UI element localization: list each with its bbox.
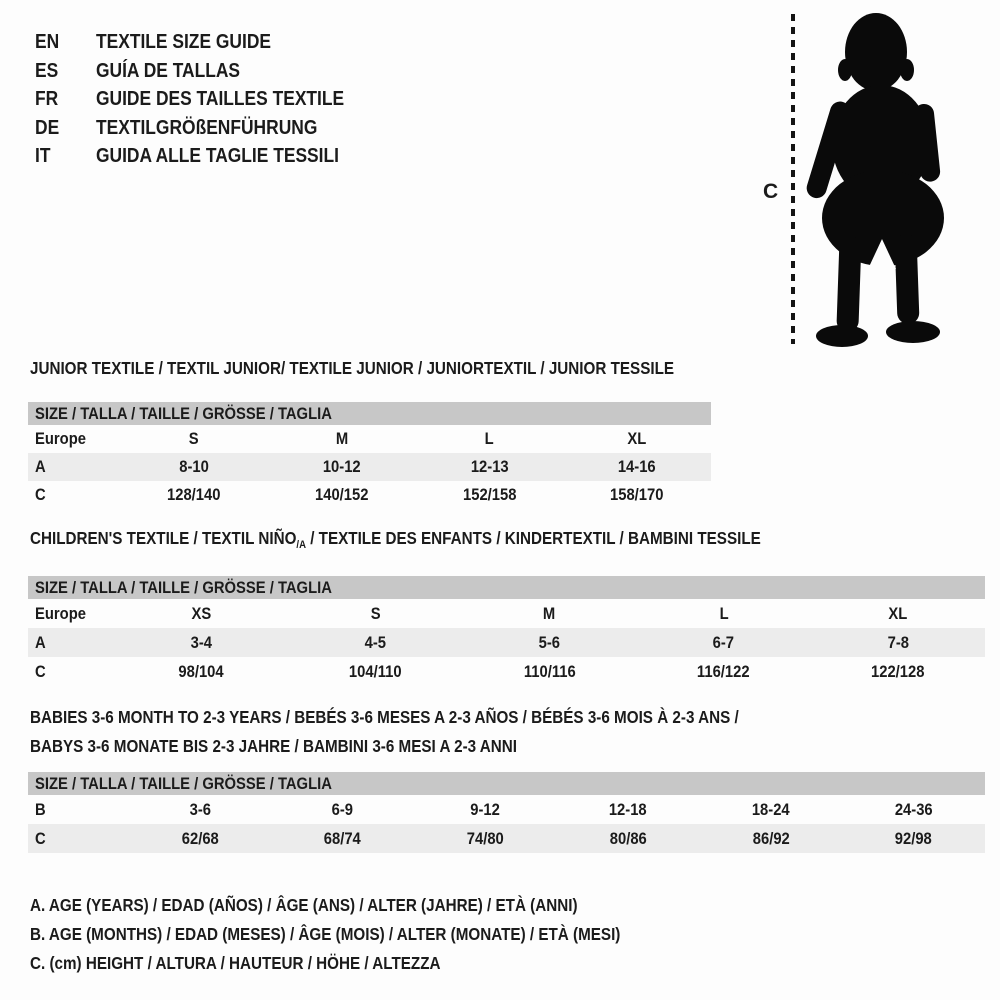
table-cell xyxy=(28,795,128,824)
table-row xyxy=(28,824,985,853)
cell-value: 158/170 xyxy=(610,485,664,504)
babies-size-table xyxy=(28,772,985,853)
cell-value: 10-12 xyxy=(322,457,361,476)
row-label: Europe xyxy=(35,429,86,448)
cell-value: L xyxy=(484,429,494,448)
table-cell xyxy=(637,657,811,686)
children-table-grid xyxy=(28,599,985,686)
cell-value: 104/110 xyxy=(349,661,402,681)
cell-value: 68/74 xyxy=(324,828,362,848)
babies-title-line2: BABYS 3-6 MONATE BIS 2-3 JAHRE / BAMBINI 3-6 MESI A 2-3 ANNI xyxy=(30,736,517,756)
language-code: ES xyxy=(35,59,59,82)
table-cell xyxy=(120,425,268,453)
language-row-es xyxy=(35,57,381,86)
note-line-a xyxy=(30,891,709,920)
height-figure xyxy=(755,0,1000,360)
babies-table-grid xyxy=(28,795,985,853)
note-line-b xyxy=(30,920,709,949)
table-cell xyxy=(128,824,271,853)
table-cell xyxy=(128,795,271,824)
height-label-c: C xyxy=(763,180,779,203)
table-cell xyxy=(288,628,462,657)
table-cell xyxy=(416,481,564,509)
table-cell xyxy=(416,425,564,453)
language-code: EN xyxy=(35,31,60,53)
table-cell xyxy=(271,824,414,853)
title-subscript: /A xyxy=(296,539,306,551)
table-cell xyxy=(699,824,842,853)
table-cell xyxy=(28,453,120,481)
table-cell xyxy=(699,795,842,824)
table-cell xyxy=(416,453,564,481)
language-title: GUÍA DE TALLAS xyxy=(96,59,241,82)
row-label: C xyxy=(35,485,46,504)
table-cell xyxy=(268,425,416,453)
cell-value: 12-18 xyxy=(609,799,648,819)
babies-section-title xyxy=(30,703,845,761)
row-label: A xyxy=(35,632,46,652)
table-cell xyxy=(811,628,985,657)
table-cell xyxy=(268,453,416,481)
babies-title-line1: BABIES 3-6 MONTH TO 2-3 YEARS / BEBÉS 3-6 MESES A 2-3 AÑOS / BÉBÉS 3-6 MOIS À 2-3 ANS / xyxy=(30,707,739,727)
language-row-it xyxy=(35,142,381,171)
cell-value: 140/152 xyxy=(314,485,369,504)
cell-value: 152/158 xyxy=(462,485,517,504)
language-title: TEXTILE SIZE GUIDE xyxy=(96,31,271,53)
cell-value: 98/104 xyxy=(178,661,224,681)
table-cell xyxy=(28,657,114,686)
cell-value: XS xyxy=(191,603,212,623)
cell-value: 4-5 xyxy=(364,632,387,652)
row-label: A xyxy=(35,457,46,476)
cell-value: 128/140 xyxy=(167,485,221,504)
size-header-bar xyxy=(28,402,711,425)
table-cell xyxy=(414,824,557,853)
cell-value: 116/122 xyxy=(697,661,751,681)
table-cell xyxy=(811,657,985,686)
table-cell xyxy=(842,824,985,853)
junior-table-grid xyxy=(28,425,711,509)
language-row-en xyxy=(35,28,381,57)
cell-value: 14-16 xyxy=(618,457,657,476)
language-row-fr xyxy=(35,85,381,114)
table-cell xyxy=(28,425,120,453)
table-row xyxy=(28,599,985,628)
table-cell xyxy=(842,795,985,824)
table-cell xyxy=(557,824,700,853)
cell-value: 6-9 xyxy=(331,799,354,819)
language-code: FR xyxy=(35,88,59,110)
children-size-table xyxy=(28,576,985,686)
size-header-label: SIZE / TALLA / TAILLE / GRÖSSE / TAGLIA xyxy=(35,577,332,597)
junior-section-title-text: JUNIOR TEXTILE / TEXTIL JUNIOR/ TEXTILE JUNIOR / JUNIORTEXTIL / JUNIOR TESSILE xyxy=(30,358,675,378)
table-row xyxy=(28,795,985,824)
size-header-bar xyxy=(28,772,985,795)
cell-value: M xyxy=(335,429,348,448)
table-row xyxy=(28,657,985,686)
table-cell xyxy=(414,795,557,824)
language-code: IT xyxy=(35,145,51,167)
row-label: C xyxy=(35,828,46,848)
table-row xyxy=(28,628,985,657)
note-line-c xyxy=(30,949,709,978)
cell-value: 122/128 xyxy=(871,661,925,681)
note-text: B. AGE (MONTHS) / EDAD (MESES) / ÂGE (MOIS) / ALTER (MONATE) / ETÀ (MESI) xyxy=(30,924,621,944)
table-cell xyxy=(563,481,711,509)
row-label: C xyxy=(35,661,46,681)
table-cell xyxy=(563,453,711,481)
junior-section-title xyxy=(30,359,770,377)
cell-value: L xyxy=(719,603,729,623)
table-cell xyxy=(114,628,288,657)
table-row xyxy=(28,425,711,453)
junior-size-table xyxy=(28,402,711,509)
table-cell xyxy=(28,481,120,509)
cell-value: 7-8 xyxy=(887,632,909,652)
row-label: Europe xyxy=(35,603,86,623)
cell-value: 80/86 xyxy=(609,828,647,848)
toddler-silhouette-icon xyxy=(800,6,960,351)
cell-value: 9-12 xyxy=(470,799,501,819)
cell-value: 86/92 xyxy=(752,828,790,848)
table-cell xyxy=(271,795,414,824)
size-header-label: SIZE / TALLA / TAILLE / GRÖSSE / TAGLIA xyxy=(35,403,332,423)
language-list xyxy=(35,28,381,171)
children-section-title-text: CHILDREN'S TEXTILE / TEXTIL $NIÑO_{/A}$ / TEXTILE DES ENFANTS / KINDERTEXTIL / BAMBINI TESSILE xyxy=(30,528,761,551)
table-cell xyxy=(563,425,711,453)
table-cell xyxy=(28,824,128,853)
size-header-bar xyxy=(28,576,985,599)
language-title: TEXTILGRÖßENFÜHRUNG xyxy=(96,116,318,139)
cell-value: S xyxy=(370,603,381,623)
cell-value: XL xyxy=(627,429,647,448)
table-cell xyxy=(120,481,268,509)
legend-notes xyxy=(30,891,709,978)
cell-value: S xyxy=(189,429,199,448)
table-cell xyxy=(288,657,462,686)
table-cell xyxy=(462,657,636,686)
cell-value: 110/116 xyxy=(523,661,576,681)
table-cell xyxy=(28,599,114,628)
children-section-title xyxy=(30,529,870,554)
row-label: B xyxy=(35,799,46,819)
cell-value: 3-6 xyxy=(189,799,211,819)
table-cell xyxy=(557,795,700,824)
cell-value: 18-24 xyxy=(751,799,790,819)
cell-value: 5-6 xyxy=(538,632,561,652)
table-cell xyxy=(114,599,288,628)
language-title: GUIDA ALLE TAGLIE TESSILI xyxy=(96,145,339,167)
note-text: C. (cm) HEIGHT / ALTURA / HAUTEUR / HÖHE / ALTEZZA xyxy=(30,953,441,973)
language-code: DE xyxy=(35,116,60,139)
table-cell xyxy=(120,453,268,481)
language-title: GUIDE DES TAILLES TEXTILE xyxy=(96,88,345,110)
table-cell xyxy=(637,599,811,628)
table-cell xyxy=(462,628,636,657)
table-cell xyxy=(637,628,811,657)
table-cell xyxy=(811,599,985,628)
table-cell xyxy=(114,657,288,686)
cell-value: 3-4 xyxy=(190,632,212,652)
cell-value: 12-13 xyxy=(470,457,509,476)
cell-value: XL xyxy=(888,603,908,623)
height-dotted-line-icon xyxy=(791,14,795,344)
size-header-label: SIZE / TALLA / TAILLE / GRÖSSE / TAGLIA xyxy=(35,773,332,793)
cell-value: M xyxy=(543,603,556,623)
note-text: A. AGE (YEARS) / EDAD (AÑOS) / ÂGE (ANS) / ALTER (JAHRE) / ETÀ (ANNI) xyxy=(30,895,578,915)
table-cell xyxy=(462,599,636,628)
table-cell xyxy=(268,481,416,509)
table-row xyxy=(28,453,711,481)
cell-value: 92/98 xyxy=(895,828,933,848)
cell-value: 8-10 xyxy=(179,457,209,476)
cell-value: 62/68 xyxy=(181,828,219,848)
cell-value: 6-7 xyxy=(713,632,735,652)
cell-value: 24-36 xyxy=(894,799,933,819)
table-row xyxy=(28,481,711,509)
table-cell xyxy=(28,628,114,657)
table-cell xyxy=(288,599,462,628)
language-row-de xyxy=(35,114,381,143)
cell-value: 74/80 xyxy=(466,828,504,848)
